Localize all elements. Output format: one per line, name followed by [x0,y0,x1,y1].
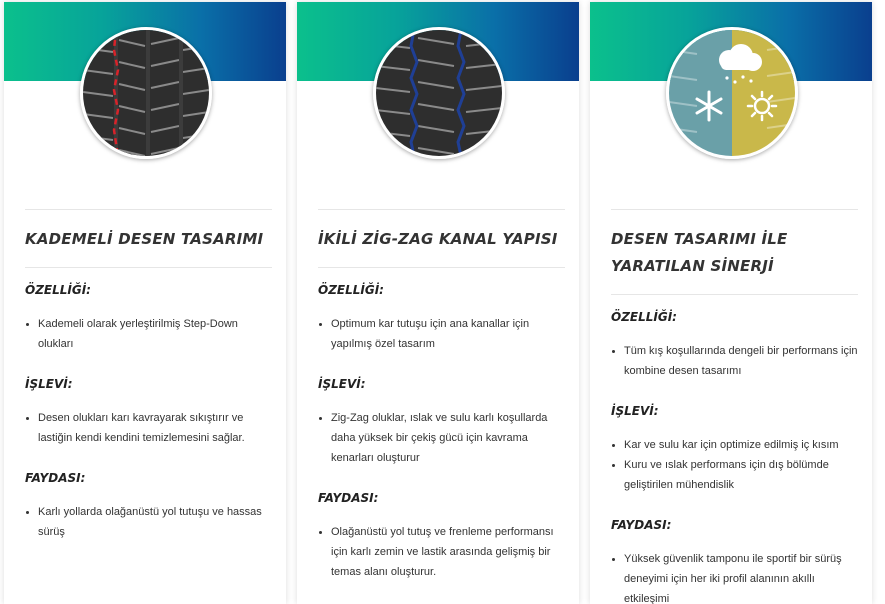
card-title: DESEN TASARIMI İLE YARATILAN SİNERJİ [611,230,788,275]
list-item: Kuru ve ıslak performans için dış bölümde geliştirilen mühendislik [611,455,858,495]
list-item: Kar ve sulu kar için optimize edilmiş iç kısım [611,435,858,455]
card-body [25,209,272,550]
tire-tread-zigzag-icon [373,27,505,159]
benefit-list [318,512,565,590]
function-heading: İŞLEVİ: [611,404,659,418]
list-item: Optimum kar tutuşu için ana kanallar için yapılmış özel tasarım [318,314,565,354]
list-item: Kademeli olarak yerleştirilmiş Step-Down olukları [25,314,272,354]
list-item: Tüm kış koşullarında dengeli bir performans için kombine desen tasarımı [611,341,858,381]
function-list [318,398,565,476]
benefit-heading: FAYDASI: [611,518,672,532]
feature-heading: ÖZELLİĞİ: [611,310,677,324]
function-heading: İŞLEVİ: [25,377,73,391]
card-body [318,209,565,590]
list-item: Zig-Zag oluklar, ıslak ve sulu karlı koşullarda daha yüksek bir çekiş gücü için kavrama kenarları oluşturur [318,408,565,468]
list-item: Yüksek güvenlik tamponu ile sportif bir sürüş deneyimi için her iki profil alanının akıllı etkileşimi [611,549,858,604]
list-item: Karlı yollarda olağanüstü yol tutuşu ve hassas sürüş [25,502,272,542]
feature-heading: ÖZELLİĞİ: [25,283,91,297]
card-title: KADEMELİ DESEN TASARIMI [25,230,264,248]
benefit-list [25,492,272,550]
benefit-list [611,539,858,604]
function-list [611,425,858,503]
card-body [611,209,858,604]
list-item: Desen olukları karı kavrayarak sıkıştırır ve lastiğin kendi kendini temizlemesini sağlar. [25,408,272,448]
list-item: Olağanüstü yol tutuş ve frenleme performansı için karlı zemin ve lastik arasında gelişmiş bir temas alanı oluşturur. [318,522,565,582]
function-heading: İŞLEVİ: [318,377,366,391]
feature-card [297,2,579,604]
card-title: İKİLİ ZİG-ZAG KANAL YAPISI [318,230,558,248]
benefit-heading: FAYDASI: [318,491,379,505]
feature-card [4,2,286,604]
tire-tread-stepdown-icon [80,27,212,159]
feature-card [590,2,872,604]
benefit-heading: FAYDASI: [25,471,86,485]
feature-list [318,304,565,362]
function-list [25,398,272,456]
feature-list [611,331,858,389]
feature-heading: ÖZELLİĞİ: [318,283,384,297]
tire-tread-snow-sun-icon [666,27,798,159]
feature-list [25,304,272,362]
